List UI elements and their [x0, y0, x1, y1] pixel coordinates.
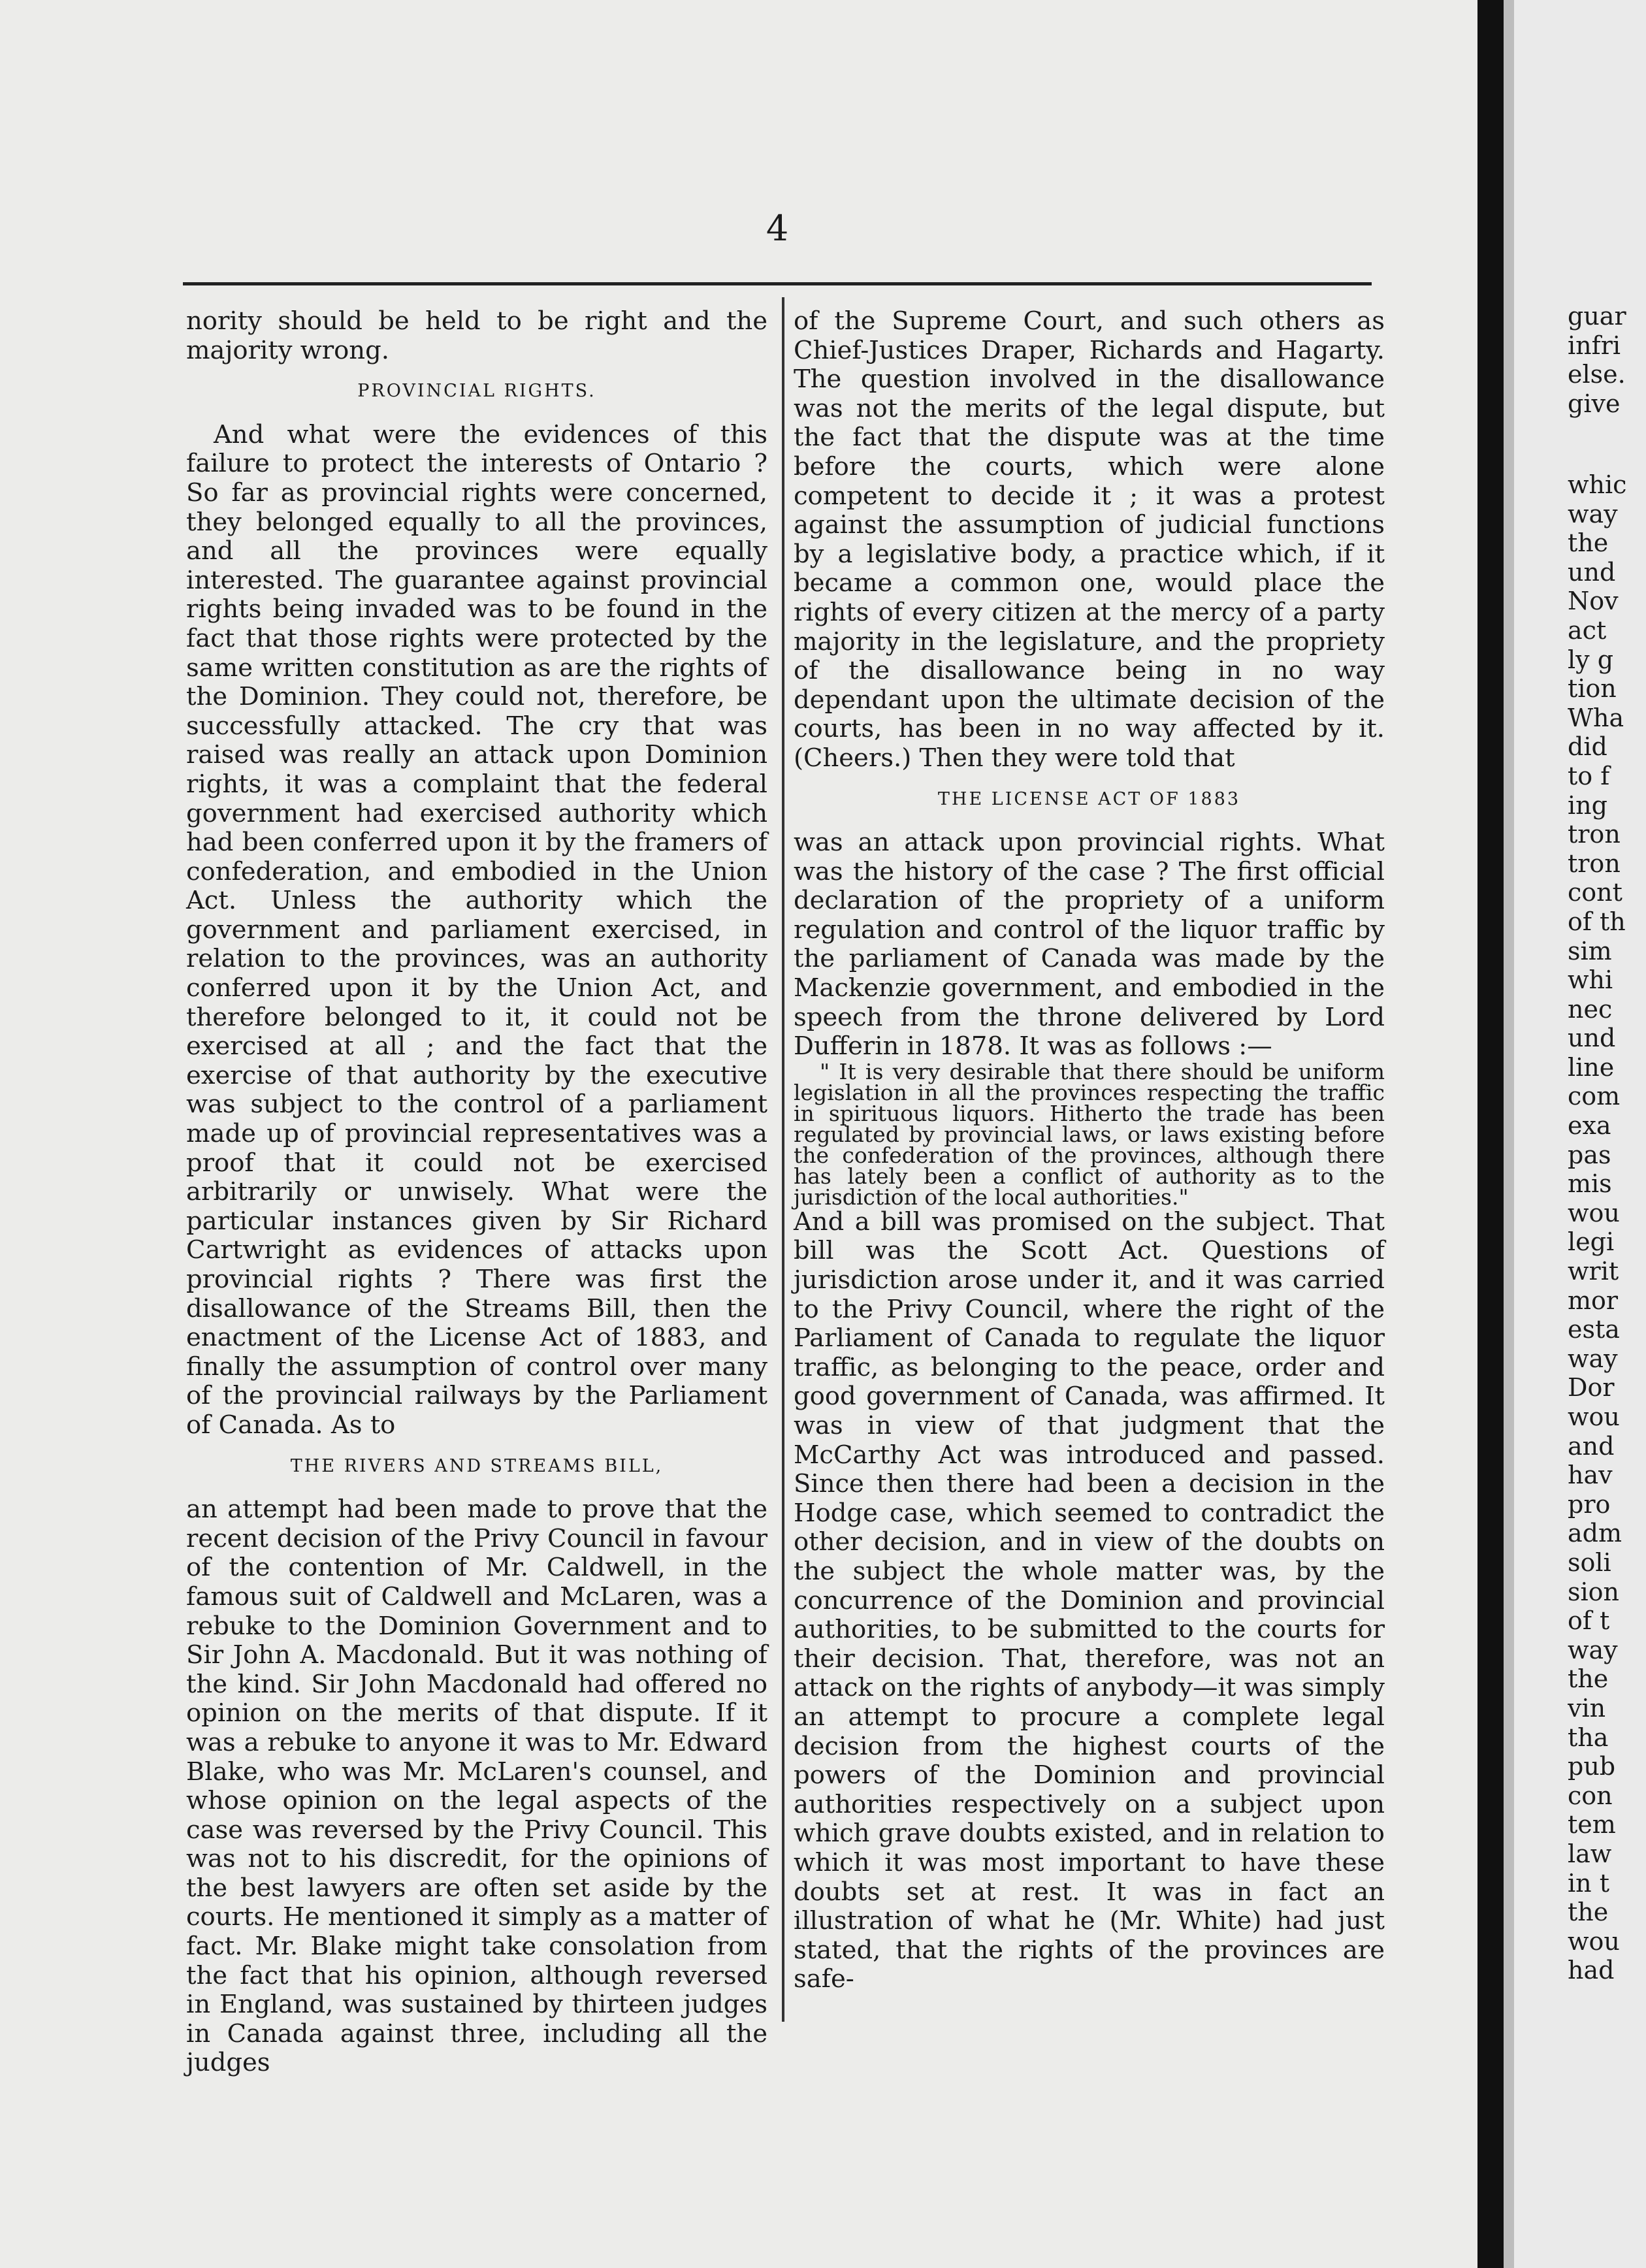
page-number: 4: [766, 208, 789, 249]
fragment-line: of th: [1568, 907, 1626, 936]
fragment-line: sion: [1568, 1577, 1620, 1606]
fragment-line: pub: [1568, 1752, 1616, 1781]
fragment-line: nec: [1568, 994, 1613, 1024]
fragment-line: infri: [1568, 331, 1621, 360]
fragment-line: tron: [1568, 820, 1621, 849]
fragment-line: guar: [1568, 302, 1626, 331]
fragment-line: to f: [1568, 761, 1610, 790]
fragment-line: hav: [1568, 1461, 1613, 1490]
fragment-line: give: [1568, 389, 1621, 418]
left-paragraph-1: nority should be held to be right and the majority wrong.: [186, 306, 767, 365]
heading-license-act: THE LICENSE ACT OF 1883: [937, 788, 1241, 809]
fragment-line: had: [1568, 1956, 1615, 1985]
heading-provincial-rights: PROVINCIAL RIGHTS.: [357, 381, 596, 402]
fragment-line: writ: [1568, 1257, 1619, 1286]
column-divider: [782, 297, 784, 2022]
fragment-line: way: [1568, 1344, 1618, 1373]
right-column: [794, 307, 1385, 1994]
right-paragraph-2: was an attack upon provincial rights. What was the history of the case ? The first official declaration of the propriety of a uniform regulation and control of the liquor traffic by the parliament of Canada was made by the Mackenzie government, and embodied in the speech from the throne delivered by Lord Dufferin in 1878. It was as follows :—: [794, 828, 1385, 1061]
fragment-line: the: [1568, 528, 1609, 558]
fragment-line: pro: [1568, 1489, 1611, 1519]
fragment-line: wou: [1568, 1402, 1620, 1431]
fragment-line: the: [1568, 1898, 1609, 1927]
fragment-line: did: [1568, 732, 1607, 762]
left-column: [186, 307, 767, 2078]
throne-speech-quote: " It is very desirable that there should be uniform legislation in all the provinces respecting the traffic in spirituous liquors. Hitherto the trade has been regulated by provincial laws, or laws existing before the confederation of the provinces, although there has lately been a conflict of authority as to the jurisdiction of the local authorities.": [794, 1058, 1385, 1210]
fragment-line: exa: [1568, 1111, 1611, 1141]
fragment-line: way: [1568, 1635, 1618, 1664]
fragment-line: sim: [1568, 936, 1612, 965]
fragment-line: law: [1568, 1839, 1612, 1868]
fragment-line: com: [1568, 1082, 1621, 1111]
fragment-line: legi: [1568, 1227, 1615, 1257]
right-paragraph-3: And a bill was promised on the subject. That bill was the Scott Act. Questions of jurisdiction arose under it, and it was carried to the Privy Council, where the right of the Parliament of Canada to regulate the liquor traffic, as belonging to the peace, order and good government of Canada, was affirmed. It was in view of that judgment that the McCarthy Act was introduced and passed. Since then there had been a decision in the Hodge case, which seemed to contradict the other decision, and in view of the doubts on the subject the whole matter was, by the concurrence of the Dominion and provincial authorities, to be submitted to the courts for their decision. That, therefore, was not an attack on the rights of anybody—it was simply an attempt to procure a complete legal decision from the highest courts of the powers of the Dominion and provincial authorities respectively on a subject upon which grave doubts existed, and in relation to which it was most important to have these doubts set at rest. It was in fact an illustration of what he (Mr. White) had just stated, that the rights of the provinces are safe-: [794, 1207, 1385, 1994]
fragment-line: of t: [1568, 1606, 1610, 1636]
fragment-line: tha: [1568, 1723, 1609, 1752]
left-paragraph-2: And what were the evidences of this failure to protect the interests of Ontario ? So far as provincial rights were concerned, they belonged equally to all the provinces, and all the provinces were equally interested. The guarantee against provincial rights being invaded was to be found in the fact that those rights were protected by the same written constitution as are the rights of the Dominion. They could not, therefore, be successfully attacked. The cry that was raised was really an attack upon Dominion rights, it was a complaint that the federal government had exercised authority which had been conferred upon it by the framers of confederation, and embodied in the Union Act. Unless the authority which the government and parliament exercised, in relation to the provinces, was an authority conferred upon it by the Union Act, and therefore belonged to it, it could not be exercised at all ; and the fact that the exercise of that authority by the executive was subject to the control of a parliament made up of provincial representatives was a proof that it could not be exercised arbitrarily or unwisely. What were the particular instances given by Sir Richard Cartwright as evidences of attacks upon provincial rights ? There was first the disallowance of the Streams Bill, then the enactment of the License Act of 1883, and finally the assumption of control over many of the provincial railways by the Parliament of Canada. As to: [186, 419, 767, 1440]
fragment-line: mor: [1568, 1286, 1619, 1315]
fragment-line: con: [1568, 1781, 1613, 1810]
fragment-line: ing: [1568, 790, 1607, 820]
next-page-fragments-top: [1568, 302, 1646, 418]
fragment-line: Nov: [1568, 587, 1619, 616]
heading-rivers-and-streams-bill: THE RIVERS AND STREAMS BILL,: [290, 1455, 664, 1476]
fragment-line: the: [1568, 1664, 1609, 1694]
fragment-line: adm: [1568, 1519, 1622, 1548]
next-page-fragments-bottom: [1568, 470, 1646, 1985]
left-paragraph-3: an attempt had been made to prove that the recent decision of the Privy Council in favour of the contention of Mr. Caldwell, in the famous suit of Caldwell and McLaren, was a rebuke to the Dominion Government and to Sir John A. Macdonald. But it was nothing of the kind. Sir John Macdonald had offered no opinion on the merits of that dispute. If it was a rebuke to anyone it was to Mr. Edward Blake, who was Mr. McLaren's counsel, and whose opinion on the legal aspects of the case was reversed by the Privy Council. This was not to his discredit, for the opinions of the best lawyers are often set aside by the courts. He mentioned it simply as a matter of fact. Mr. Blake might take consolation from the fact that his opinion, although reversed in England, was sustained by thirteen judges in Canada against three, including all the judges: [186, 1495, 767, 2078]
fragment-line: und: [1568, 557, 1616, 587]
fragment-line: mis: [1568, 1169, 1612, 1199]
fragment-line: tion: [1568, 674, 1617, 704]
fragment-line: cont: [1568, 878, 1622, 907]
fragment-line: wou: [1568, 1198, 1620, 1227]
right-paragraph-1: of the Supreme Court, and such others as Chief-Justices Draper, Richards and Hagarty. The question involved in the disallowance was not the merits of the legal dispute, but the fact that the dispute was at the time before the courts, which were alone competent to decide it ; it was a protest against the assumption of judicial functions by a legislative body, a practice which, if it became a common one, would place the rights of every citizen at the mercy of a party majority in the legislature, and the propriety of the disallowance being in no way dependant upon the ultimate decision of the courts, has been in no way affected by it. (Cheers.) Then they were told that: [794, 306, 1385, 773]
binding-shadow: [1504, 0, 1514, 2268]
fragment-line: soli: [1568, 1547, 1611, 1577]
fragment-line: esta: [1568, 1315, 1620, 1344]
fragment-line: tron: [1568, 849, 1621, 878]
fragment-line: tem: [1568, 1810, 1616, 1839]
fragment-line: wou: [1568, 1926, 1620, 1956]
fragment-line: Dor: [1568, 1373, 1615, 1402]
fragment-line: act: [1568, 615, 1607, 645]
fragment-line: und: [1568, 1024, 1616, 1053]
header-rule: [183, 282, 1372, 285]
fragment-line: in t: [1568, 1868, 1609, 1898]
fragment-line: vin: [1568, 1693, 1606, 1723]
fragment-line: line: [1568, 1052, 1615, 1082]
fragment-line: Wha: [1568, 703, 1624, 732]
binding-gutter: [1477, 0, 1504, 2268]
fragment-line: pas: [1568, 1140, 1611, 1169]
fragment-line: ly g: [1568, 645, 1614, 674]
fragment-line: and: [1568, 1431, 1615, 1461]
fragment-line: whi: [1568, 965, 1613, 995]
fragment-line: whic: [1568, 470, 1627, 499]
fragment-line: else.: [1568, 360, 1626, 389]
fragment-line: way: [1568, 499, 1618, 528]
